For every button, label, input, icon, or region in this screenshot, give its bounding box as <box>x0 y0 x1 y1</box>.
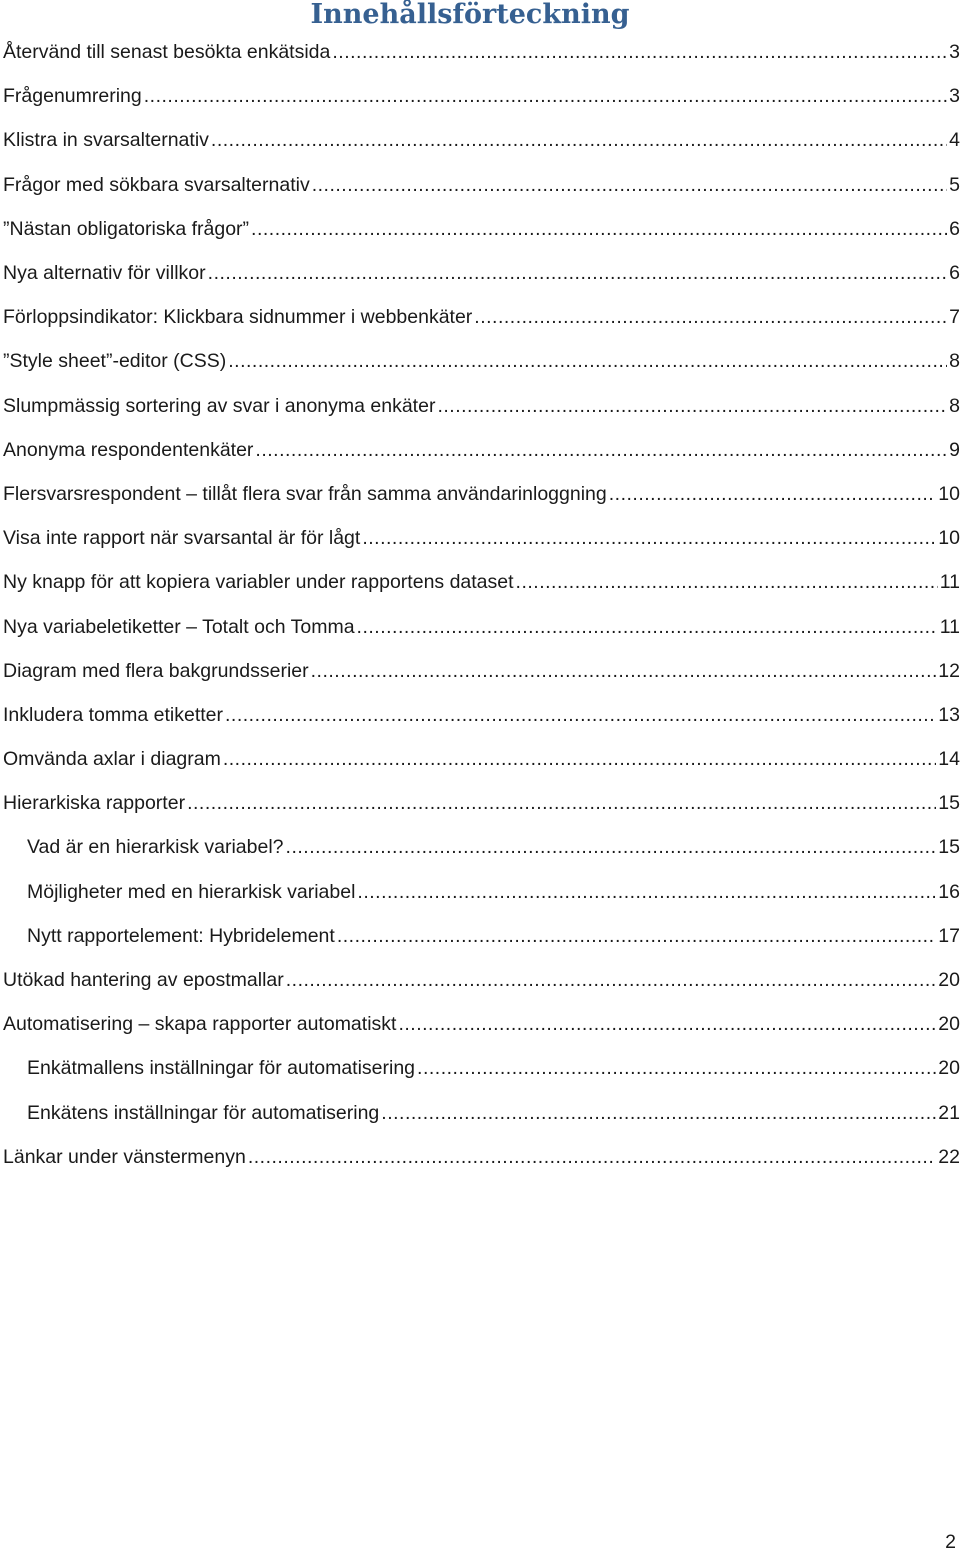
toc-entry-label[interactable]: Visa inte rapport när svarsantal är för lågt <box>3 527 361 550</box>
toc-entry[interactable] <box>3 163 960 207</box>
toc-entry-label[interactable]: Frågenumrering <box>3 85 142 108</box>
toc-entry-label[interactable]: Utökad hantering av epostmallar <box>3 969 284 992</box>
toc-entry-label[interactable]: Återvänd till senast besökta enkätsida <box>3 41 331 64</box>
toc-entry-page-number[interactable]: 15 <box>938 836 960 859</box>
toc-entry-label[interactable]: Anonyma respondentenkäter <box>3 438 254 461</box>
toc-entry-page-number[interactable]: 22 <box>938 1145 960 1168</box>
toc-entry[interactable] <box>3 737 960 781</box>
toc-entry-label[interactable]: Flersvarsrespondent – tillåt flera svar från samma användarinloggning <box>3 482 607 505</box>
toc-entry-page-number[interactable]: 7 <box>949 306 960 329</box>
toc-dot-leader <box>286 835 937 859</box>
toc-entry[interactable] <box>3 604 960 648</box>
toc-entry-label[interactable]: Nya alternativ för villkor <box>3 262 206 285</box>
toc-entry[interactable] <box>3 1091 960 1135</box>
toc-entry-page-number[interactable]: 5 <box>949 173 960 196</box>
toc-entry-page-number[interactable]: 3 <box>949 41 960 64</box>
toc-entry-label[interactable]: Hierarkiska rapporter <box>3 792 186 815</box>
toc-entry[interactable] <box>3 1135 960 1179</box>
toc-entry-label[interactable]: Frågor med sökbara svarsalternativ <box>3 173 310 196</box>
toc-dot-leader <box>251 217 947 241</box>
toc-dot-leader <box>381 1101 936 1125</box>
toc-dot-leader <box>332 40 947 64</box>
toc-entry[interactable] <box>3 870 960 914</box>
toc-dot-leader <box>225 703 936 727</box>
toc-dot-leader <box>609 482 937 506</box>
toc-entry-page-number[interactable]: 13 <box>938 703 960 726</box>
toc-entry-label[interactable]: Länkar under vänstermenyn <box>3 1145 246 1168</box>
toc-entry-label[interactable]: Ny knapp för att kopiera variabler under rapportens dataset <box>3 571 514 594</box>
toc-entry[interactable] <box>3 649 960 693</box>
toc-entry-page-number[interactable]: 11 <box>939 615 960 638</box>
toc-entry[interactable] <box>3 693 960 737</box>
toc-entry[interactable] <box>3 914 960 958</box>
toc-entry-page-number[interactable]: 11 <box>939 571 960 594</box>
toc-entry-label[interactable]: Möjligheter med en hierarkisk variabel <box>27 880 356 903</box>
toc-entry-page-number[interactable]: 15 <box>938 792 960 815</box>
toc-entry[interactable] <box>3 560 960 604</box>
toc-entry-page-number[interactable]: 4 <box>949 129 960 152</box>
toc-list <box>3 30 960 1179</box>
toc-entry[interactable] <box>3 472 960 516</box>
toc-entry-label[interactable]: Slumpmässig sortering av svar i anonyma enkäter <box>3 394 436 417</box>
toc-entry-label[interactable]: ”Style sheet”-editor (CSS) <box>3 350 227 373</box>
toc-entry[interactable] <box>3 207 960 251</box>
toc-entry-label[interactable]: Omvända axlar i diagram <box>3 748 221 771</box>
toc-entry[interactable] <box>3 516 960 560</box>
toc-dot-leader <box>311 659 937 683</box>
toc-entry-page-number[interactable]: 8 <box>949 394 960 417</box>
toc-entry[interactable] <box>3 251 960 295</box>
toc-dot-leader <box>228 349 947 373</box>
toc-entry[interactable] <box>3 339 960 383</box>
toc-entry-label[interactable]: Nya variabeletiketter – Totalt och Tomma <box>3 615 355 638</box>
toc-entry-page-number[interactable]: 17 <box>938 924 960 947</box>
toc-entry[interactable] <box>3 118 960 162</box>
toc-entry-page-number[interactable]: 12 <box>938 659 960 682</box>
toc-entry-label[interactable]: Enkätens inställningar för automatisering <box>27 1101 380 1124</box>
toc-entry-page-number[interactable]: 14 <box>938 748 960 771</box>
toc-dot-leader <box>223 747 936 771</box>
toc-entry-page-number[interactable]: 6 <box>949 262 960 285</box>
toc-entry-label[interactable]: ”Nästan obligatoriska frågor” <box>3 217 250 240</box>
toc-entry[interactable] <box>3 428 960 472</box>
toc-entry-label[interactable]: Förloppsindikator: Klickbara sidnummer i webbenkäter <box>3 306 473 329</box>
toc-entry-page-number[interactable]: 20 <box>938 1057 960 1080</box>
toc-dot-leader <box>516 570 938 594</box>
toc-entry-page-number[interactable]: 20 <box>938 1013 960 1036</box>
toc-entry-page-number[interactable]: 16 <box>938 880 960 903</box>
toc-entry-page-number[interactable]: 21 <box>938 1101 960 1124</box>
toc-entry-label[interactable]: Nytt rapportelement: Hybridelement <box>27 924 335 947</box>
toc-dot-leader <box>398 1012 936 1036</box>
toc-dot-leader <box>474 305 947 329</box>
toc-entry-label[interactable]: Diagram med flera bakgrundsserier <box>3 659 309 682</box>
toc-entry-page-number[interactable]: 3 <box>949 85 960 108</box>
toc-title: Innehållsförteckning <box>310 0 630 30</box>
toc-entry-label[interactable]: Enkätmallens inställningar för automatisering <box>27 1057 416 1080</box>
toc-entry-page-number[interactable]: 9 <box>949 438 960 461</box>
toc-dot-leader <box>357 615 938 639</box>
toc-entry[interactable] <box>3 781 960 825</box>
toc-entry-page-number[interactable]: 20 <box>938 969 960 992</box>
toc-entry-label[interactable]: Inkludera tomma etiketter <box>3 703 224 726</box>
page-number: 2 <box>945 1531 956 1553</box>
toc-dot-leader <box>437 394 947 418</box>
toc-dot-leader <box>286 968 937 992</box>
toc-dot-leader <box>208 261 947 285</box>
toc-dot-leader <box>417 1056 936 1080</box>
toc-entry-page-number[interactable]: 10 <box>938 527 960 550</box>
toc-entry[interactable] <box>3 1046 960 1090</box>
toc-entry[interactable] <box>3 295 960 339</box>
toc-dot-leader <box>337 924 936 948</box>
toc-entry-label[interactable]: Automatisering – skapa rapporter automatiskt <box>3 1013 397 1036</box>
toc-entry[interactable] <box>3 30 960 74</box>
toc-entry-page-number[interactable]: 6 <box>949 217 960 240</box>
toc-dot-leader <box>255 438 947 462</box>
toc-entry-page-number[interactable]: 10 <box>938 482 960 505</box>
toc-entry-page-number[interactable]: 8 <box>949 350 960 373</box>
toc-entry[interactable] <box>3 1002 960 1046</box>
toc-dot-leader <box>211 128 947 152</box>
toc-dot-leader <box>312 173 947 197</box>
toc-entry-label[interactable]: Klistra in svarsalternativ <box>3 129 209 152</box>
toc-entry-label[interactable]: Vad är en hierarkisk variabel? <box>27 836 284 859</box>
toc-entry[interactable] <box>3 384 960 428</box>
toc-dot-leader <box>248 1145 936 1169</box>
toc-dot-leader <box>187 791 936 815</box>
toc-dot-leader <box>357 880 936 904</box>
toc-entry[interactable] <box>3 74 960 118</box>
toc-dot-leader <box>362 526 936 550</box>
toc-dot-leader <box>144 84 947 108</box>
toc-entry[interactable] <box>3 825 960 869</box>
toc-entry[interactable] <box>3 958 960 1002</box>
